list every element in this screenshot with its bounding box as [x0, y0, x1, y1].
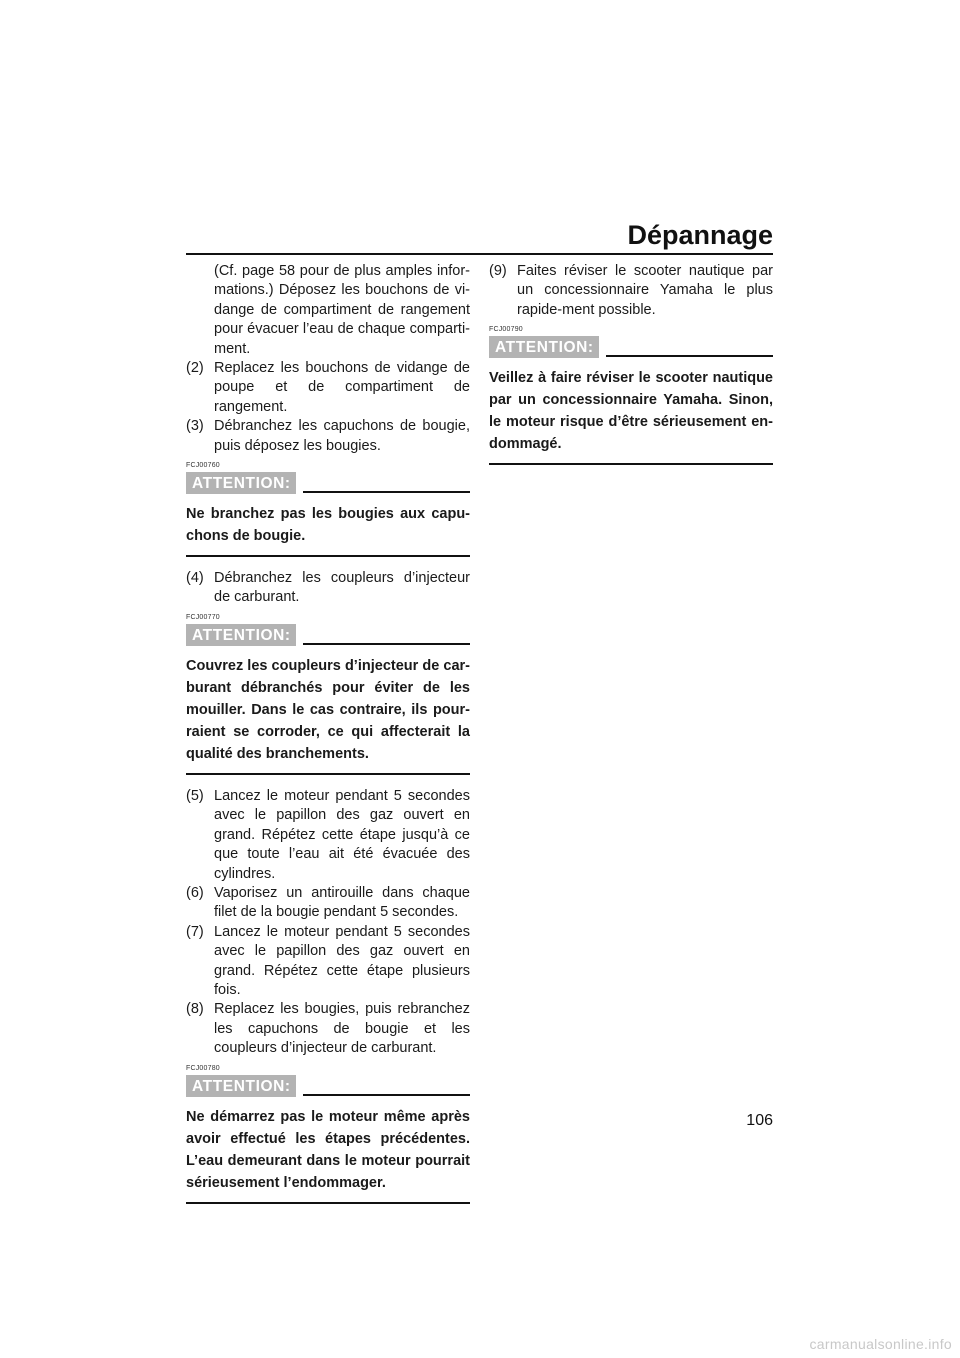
step-number: (9) — [489, 263, 507, 279]
attention-rule — [186, 1202, 470, 1204]
attention-line — [606, 355, 773, 357]
attention-header — [186, 624, 470, 646]
attention-text: Ne démarrez pas le moteur même après avoir effectué les étapes précédentes. L’eau demeurant dans le moteur pourrait sérieusement l’endommager. — [186, 1108, 470, 1191]
step-text: Lancez le moteur pendant 5 secondes avec le papillon des gaz ouvert en grand. Répétez cette étape plusieurs fois. — [214, 923, 470, 998]
step-text: Vaporisez un antirouille dans chaque filet de la bougie pendant 5 secondes. — [214, 884, 470, 921]
attention-label: ATTENTION: — [186, 1075, 296, 1097]
step-number: (6) — [186, 884, 204, 901]
attention-header — [186, 472, 470, 494]
watermark: carmanualsonline.info — [809, 1336, 952, 1352]
step-text: Débranchez les coupleurs d’injecteur de carburant. — [214, 570, 470, 606]
attention-text: Ne branchez pas les bougies aux capu-chons de bougie. — [186, 506, 470, 545]
attention-code: FCJ00770 — [186, 613, 220, 621]
step-text: Lancez le moteur pendant 5 secondes avec le papillon des gaz ouvert en grand. Répétez cette étape jusqu’à ce que toute l’eau ait été évacuée des cylindres. — [214, 787, 470, 882]
step-number: (8) — [186, 1001, 204, 1018]
attention-header — [186, 1075, 470, 1097]
step-text: Faites réviser le scooter nautique par un concessionnaire Yamaha le plus rapide-ment possible. — [517, 263, 773, 318]
attention-code: FCJ00760 — [186, 462, 220, 470]
attention-label: ATTENTION: — [186, 624, 296, 646]
step-text: Replacez les bouchons de vidange de poupe et de compartiment de rangement. — [214, 360, 470, 415]
attention-header — [489, 336, 773, 358]
step-number: (3) — [186, 418, 204, 435]
step-item — [489, 262, 773, 320]
step-text: Replacez les bougies, puis rebranchez les capuchons de bougie et les coupleurs d’injecteur de carburant. — [214, 1001, 470, 1057]
attention-line — [303, 491, 470, 493]
page-number: 106 — [746, 1112, 773, 1129]
step-text: Débranchez les capuchons de bougie, puis déposez les bougies. — [214, 418, 470, 454]
attention-text: Veillez à faire réviser le scooter nautique par un concessionnaire Yamaha. Sinon, le moteur risque d’être sérieusement en-dommagé. — [489, 370, 773, 453]
step-item — [186, 417, 470, 456]
step-item — [186, 884, 470, 923]
attention-label: ATTENTION: — [489, 336, 599, 358]
step-item — [186, 923, 470, 1001]
attention-rule — [186, 555, 470, 557]
step-number: (2) — [186, 360, 204, 377]
step-item — [186, 1000, 470, 1058]
step-number: (5) — [186, 787, 204, 804]
attention-line — [303, 643, 470, 645]
attention-text: Couvrez les coupleurs d’injecteur de car-burant débranchés pour éviter de les mouiller. Dans le cas contraire, ils pour-raient se corroder, ce qui affecterait la qualité des branchements. — [186, 657, 470, 762]
attention-line — [303, 1094, 470, 1096]
step-number: (4) — [186, 570, 204, 587]
attention-label: ATTENTION: — [186, 472, 296, 494]
attention-code: FCJ00780 — [186, 1064, 220, 1072]
step-item — [186, 569, 470, 608]
attention-rule — [186, 773, 470, 775]
step-item — [186, 787, 470, 884]
attention-code: FCJ00790 — [489, 326, 523, 334]
header-rule — [186, 253, 773, 255]
step-item — [186, 359, 470, 417]
intro-paragraph: (Cf. page 58 pour de plus amples infor-mations.) Déposez les bouchons de vi-dange de compartiment de rangement pour évacuer l’eau de chaque comparti-ment. — [214, 263, 470, 357]
page-title: Dépannage — [627, 220, 773, 250]
attention-rule — [489, 463, 773, 465]
left-column — [186, 262, 470, 1216]
right-column — [489, 262, 773, 477]
step-number: (7) — [186, 923, 204, 940]
